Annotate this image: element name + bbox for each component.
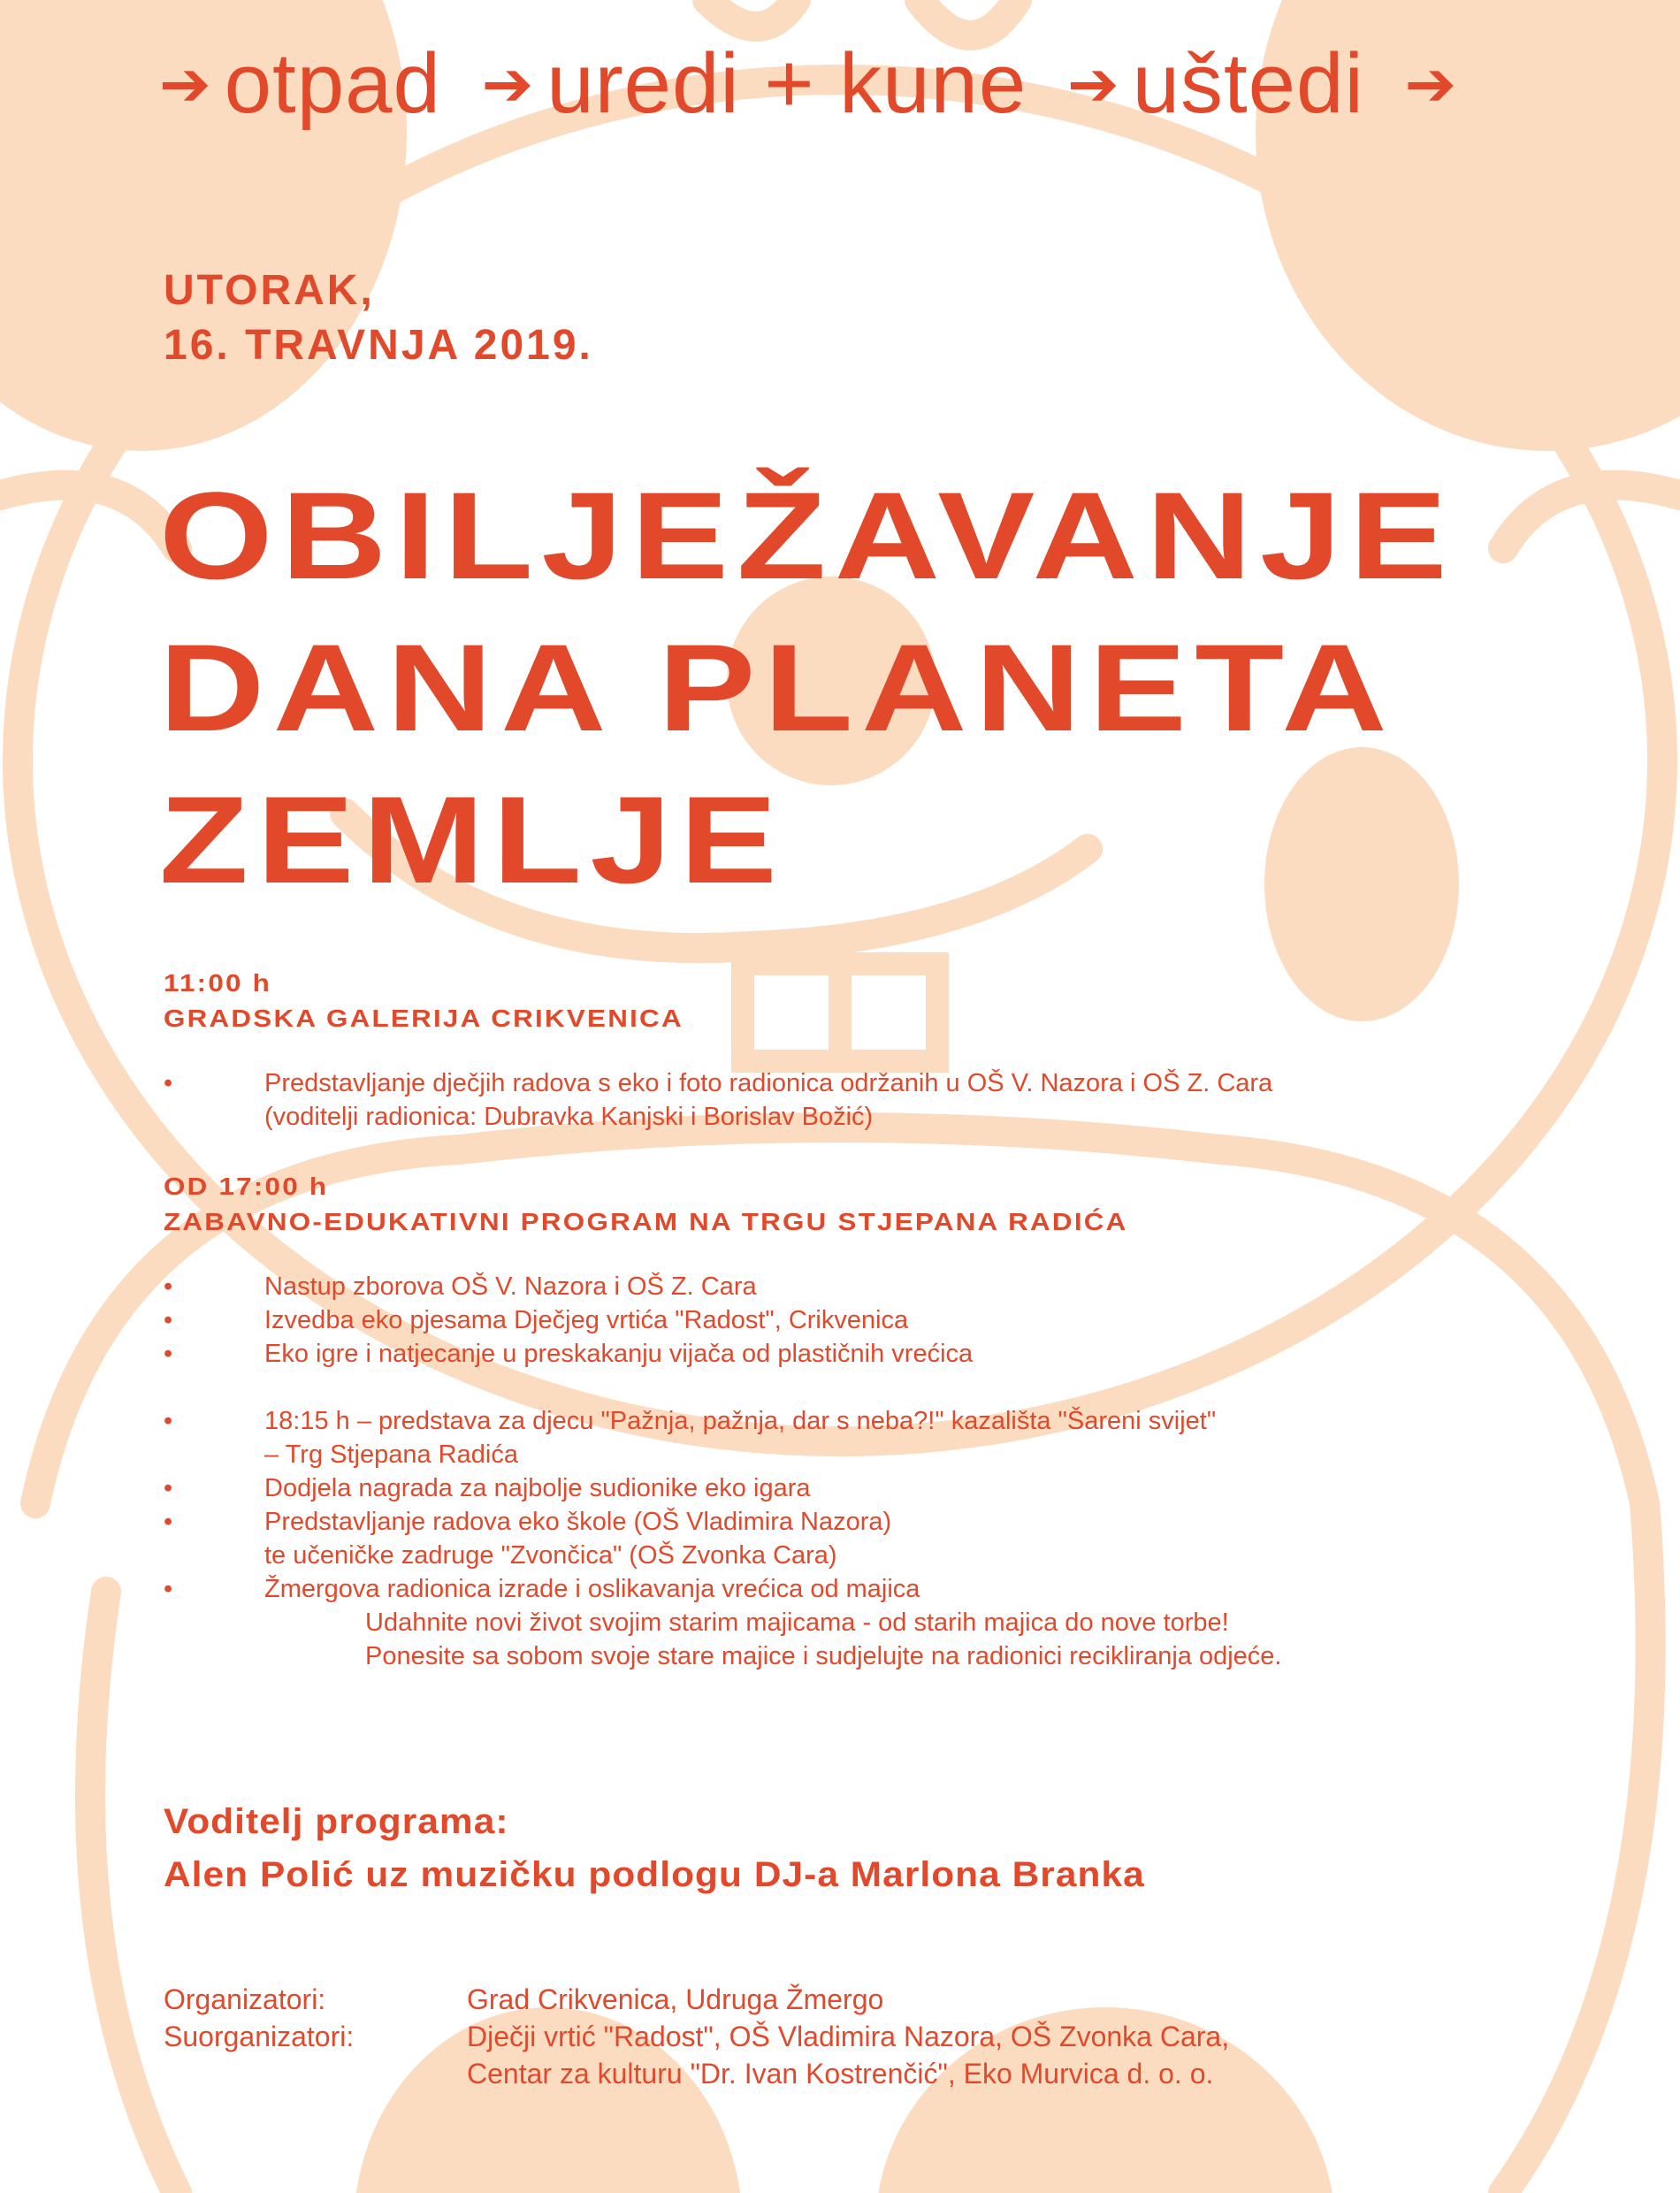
list-item-line: te učeničke zadruge "Zvončica" (OŠ Zvonka Cara) — [264, 1541, 837, 1570]
date-day: 16. TRAVNJA 2019. — [164, 322, 593, 369]
bullet-icon: • — [164, 1508, 173, 1536]
list-item-line: (voditelji radionica: Dubravka Kanjski i Borislav Božić) — [264, 1103, 874, 1131]
section-2-heading — [164, 1169, 1128, 1240]
page-title — [159, 460, 1455, 916]
co-organizers-row — [164, 2018, 1229, 2092]
list-item-line: 18:15 h – predstava za djecu "Pažnja, pažnja, dar s neba?!" kazališta "Šareni svijet" — [264, 1407, 1217, 1435]
bullet-icon: • — [164, 1340, 173, 1368]
list-item-line: Dodjela nagrada za najbolje sudionike eko igara — [264, 1474, 811, 1502]
title-line-3: ZEMLJE — [159, 770, 786, 909]
right-arrow-icon: ➔ — [481, 50, 535, 118]
section-1-list — [164, 1066, 1446, 1134]
list-item-line: Predstavljanje dječjih radova s eko i foto radionica održanih u OŠ V. Nazora i OŠ Z. Cara — [264, 1069, 1273, 1097]
section-2-place: ZABAVNO-EDUKATIVNI PROGRAM NA TRGU STJEPANA RADIĆA — [164, 1208, 1128, 1235]
organizers-row — [164, 1981, 1229, 2018]
slogan-word-3: uštedi — [1132, 36, 1364, 131]
list-item — [164, 1303, 1446, 1337]
section-1-place: GRADSKA GALERIJA CRIKVENICA — [164, 1005, 683, 1032]
host-name: Alen Polić uz muzičku podlogu DJ-a Marlona Branka — [164, 1855, 1145, 1894]
organizers-label: Organizatori: — [164, 1983, 326, 2015]
co-organizers-label: Suorganizatori: — [164, 2021, 355, 2052]
organizers — [164, 1981, 1229, 2092]
bullet-icon: • — [164, 1474, 173, 1502]
slogan — [159, 35, 1539, 133]
organizers-value: Grad Crikvenica, Udruga Žmergo — [467, 1983, 884, 2015]
slogan-word-2: uredi + kune — [546, 36, 1027, 131]
workshop-note-line-2: Ponesite sa sobom svoje stare majice i sudjelujte na radionici recikliranja odjeće. — [365, 1642, 1282, 1670]
title-line-1: OBILJEŽAVANJE — [159, 466, 1455, 605]
date-weekday: UTORAK, — [164, 267, 375, 314]
right-arrow-icon: ➔ — [1066, 50, 1120, 118]
section-1-heading — [164, 966, 683, 1036]
host-label: Voditelj programa: — [164, 1802, 509, 1841]
list-item — [164, 1572, 1446, 1606]
section-1-time: 11:00 h — [164, 969, 272, 997]
workshop-note-line-1: Udahnite novi život svojim starim majicama - od starih majica do nove torbe! — [365, 1608, 1229, 1637]
bullet-icon: • — [164, 1407, 173, 1435]
left-tooth-shape — [743, 964, 840, 1061]
event-date — [164, 264, 593, 373]
right-arrow-icon: ➔ — [1404, 50, 1458, 118]
list-item-text: Eko igre i natjecanje u preskakanju vijača od plastičnih vrećica — [264, 1340, 974, 1368]
right-arrow-icon: ➔ — [159, 50, 212, 118]
list-item — [164, 1066, 1446, 1134]
slogan-word-1: otpad — [224, 36, 441, 131]
list-item-text: Nastup zborova OŠ V. Nazora i OŠ Z. Cara — [264, 1272, 757, 1301]
top-tuft-outline — [707, 0, 796, 27]
list-item-line: Predstavljanje radova eko škole (OŠ Vladimira Nazora) — [264, 1508, 892, 1536]
list-item — [164, 1270, 1446, 1303]
co-organizers-line-1: Dječji vrtić "Radost", OŠ Vladimira Nazora, OŠ Zvonka Cara, — [467, 2021, 1230, 2052]
list-item — [164, 1337, 1446, 1371]
right-tooth-shape — [840, 964, 937, 1061]
title-line-2: DANA PLANETA — [159, 618, 1396, 757]
co-organizers-value — [467, 2018, 1229, 2092]
bullet-icon: • — [164, 1272, 173, 1301]
section-2-time: OD 17:00 h — [164, 1173, 329, 1200]
list-item — [164, 1471, 1446, 1505]
bullet-icon: • — [164, 1069, 173, 1097]
bullet-icon: • — [164, 1575, 173, 1603]
section-2-list-group-2 — [164, 1404, 1446, 1673]
list-item — [164, 1505, 1446, 1572]
program-host — [164, 1795, 1145, 1901]
list-item — [164, 1404, 1446, 1471]
section-2-list-group-1 — [164, 1270, 1446, 1371]
tuft-outline-2 — [920, 0, 1017, 35]
list-item-text: Izvedba eko pjesama Dječjeg vrtića "Radost", Crikvenica — [264, 1306, 909, 1334]
bullet-icon: • — [164, 1306, 173, 1334]
list-item-line: – Trg Stjepana Radića — [264, 1440, 518, 1469]
list-item-line: Žmergova radionica izrade i oslikavanja vrećica od majica — [264, 1575, 920, 1603]
co-organizers-line-2: Centar za kulturu "Dr. Ivan Kostrenčić", Eko Murvica d. o. o. — [467, 2058, 1214, 2090]
